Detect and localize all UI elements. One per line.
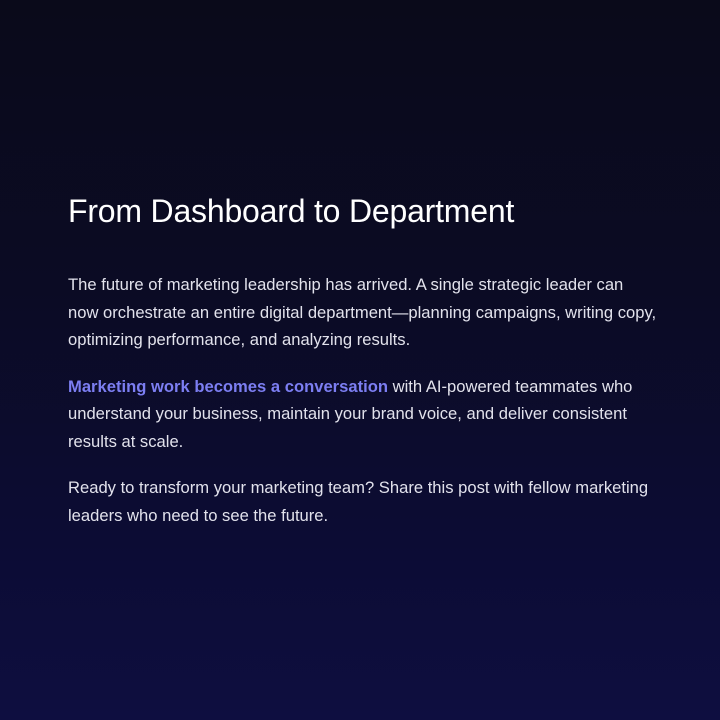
paragraph-intro-text: The future of marketing leadership has arrived. A single strategic leader can now orchestrate an entire digital department—planning campaigns, writing copy, optimizing performance, and analyzing results. [68,275,657,350]
paragraph-call-to-action [68,474,658,529]
paragraph-conversation-text: with AI-powered teammates who understand your business, maintain your brand voice, and deliver consistent results at scale. [68,376,633,451]
paragraph-cta-text: Ready to transform your marketing team? Share this post with fellow marketing leaders who need to see the future. [68,478,649,525]
post-title: From Dashboard to Department [68,193,515,229]
paragraph-intro [68,271,658,354]
paragraph-conversation [68,373,658,456]
post-content [68,192,658,548]
highlighted-phrase: Marketing work becomes a conversation [68,376,388,396]
